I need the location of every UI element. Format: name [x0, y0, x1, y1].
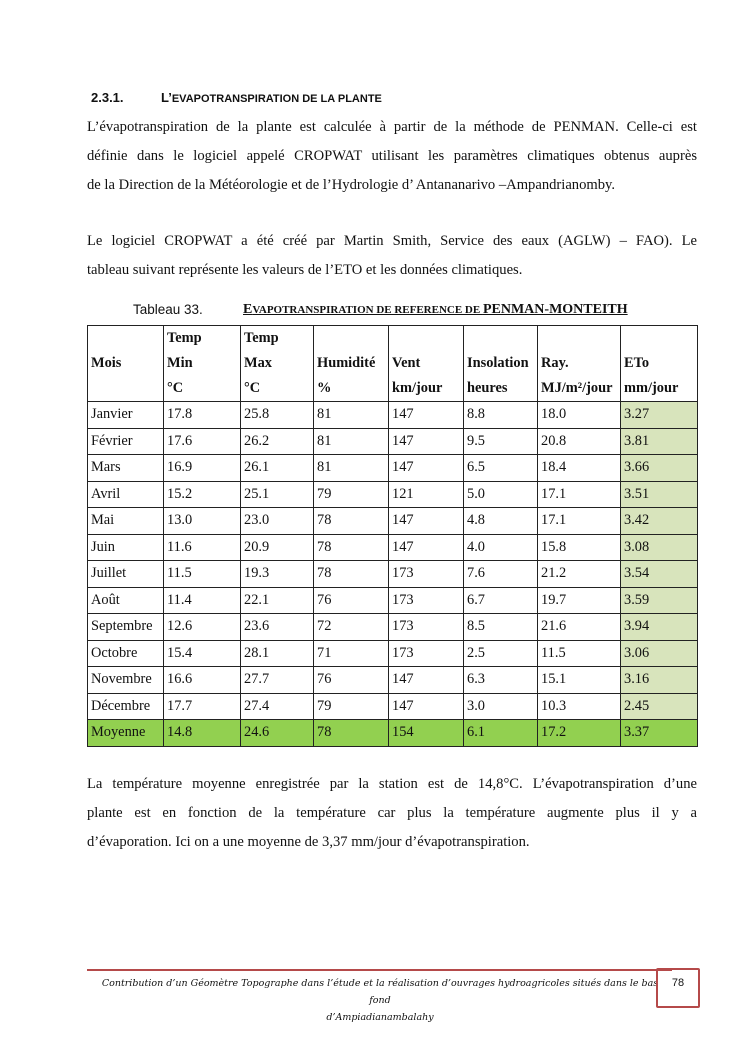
table-cell: Février: [88, 428, 164, 455]
table-cell: 3.59: [621, 587, 698, 614]
table-cell: 20.8: [538, 428, 621, 455]
table-cell: 23.0: [241, 508, 314, 535]
table-cell: 3.06: [621, 640, 698, 667]
table-cell: 3.0: [464, 693, 538, 720]
table-cell: 7.6: [464, 561, 538, 588]
column-header: Vent km/jour: [389, 326, 464, 402]
table-cell: 8.5: [464, 614, 538, 641]
text-line: plante est en fonction de la température car plus la température augmente plus il y a: [87, 805, 697, 821]
table-cell: 147: [389, 534, 464, 561]
table-cell: 15.2: [164, 481, 241, 508]
column-header: Insolation heures: [464, 326, 538, 402]
table-cell: 3.16: [621, 667, 698, 694]
paragraph-1: [87, 113, 697, 200]
table-cell: 121: [389, 481, 464, 508]
table-cell: 17.1: [538, 481, 621, 508]
table-cell: 3.81: [621, 428, 698, 455]
text-line: de la Direction de la Météorologie et de l’Hydrologie d’ Antananarivo –Ampandrianomby.: [87, 177, 616, 193]
table-cell: 147: [389, 428, 464, 455]
table-cell: 27.7: [241, 667, 314, 694]
table-cell: 3.42: [621, 508, 698, 535]
table-cell: 3.66: [621, 455, 698, 482]
table-cell: Octobre: [88, 640, 164, 667]
table-caption-title: EVAPOTRANSPIRATION DE REFERENCE DE PENMAN-MONTEITH: [243, 302, 628, 317]
table-cell: 15.4: [164, 640, 241, 667]
column-header: Humidité %: [314, 326, 389, 402]
table-cell: Juillet: [88, 561, 164, 588]
table-cell: 13.0: [164, 508, 241, 535]
table-row: [88, 667, 698, 694]
table-cell: 71: [314, 640, 389, 667]
table-cell: 78: [314, 720, 389, 747]
table-cell: 11.6: [164, 534, 241, 561]
table-cell: 79: [314, 693, 389, 720]
table-cell: 173: [389, 614, 464, 641]
table-row: [88, 561, 698, 588]
table-cell: 28.1: [241, 640, 314, 667]
table-cell: 78: [314, 508, 389, 535]
table-row-average: [88, 720, 698, 747]
text-line: d’évaporation. Ici on a une moyenne de 3,37 mm/jour d’évapotranspiration.: [87, 834, 530, 850]
table-cell: 6.5: [464, 455, 538, 482]
table-cell: 4.8: [464, 508, 538, 535]
table-cell: 4.0: [464, 534, 538, 561]
table-row: [88, 587, 698, 614]
table-cell: Juin: [88, 534, 164, 561]
table-cell: 24.6: [241, 720, 314, 747]
table-cell: 23.6: [241, 614, 314, 641]
table-cell: 22.1: [241, 587, 314, 614]
column-header: Mois: [88, 326, 164, 402]
table-cell: Moyenne: [88, 720, 164, 747]
table-row: [88, 614, 698, 641]
table-cell: 81: [314, 455, 389, 482]
table-row: [88, 534, 698, 561]
table-cell: 19.3: [241, 561, 314, 588]
paragraph-2: [87, 227, 697, 285]
text-line: tableau suivant représente les valeurs de l’ETO et les données climatiques.: [87, 262, 523, 278]
table-cell: 81: [314, 402, 389, 429]
table-cell: Septembre: [88, 614, 164, 641]
text-line: L’évapotranspiration de la plante est calculée à partir de la méthode de PENMAN. Celle-ci est: [87, 119, 697, 135]
table-cell: 12.6: [164, 614, 241, 641]
table-cell: Décembre: [88, 693, 164, 720]
table-cell: 18.4: [538, 455, 621, 482]
table-cell: 11.4: [164, 587, 241, 614]
table-cell: 15.1: [538, 667, 621, 694]
table-cell: 3.08: [621, 534, 698, 561]
text-line: La température moyenne enregistrée par la station est de 14,8°C. L’évapotranspiration d’une: [87, 776, 697, 792]
column-header: Temp Max °C: [241, 326, 314, 402]
table-cell: 17.6: [164, 428, 241, 455]
table-cell: 25.1: [241, 481, 314, 508]
table-cell: 78: [314, 534, 389, 561]
column-header: Temp Min °C: [164, 326, 241, 402]
table-cell: 76: [314, 667, 389, 694]
table-cell: 147: [389, 693, 464, 720]
eto-table: [87, 325, 698, 747]
table-cell: 21.2: [538, 561, 621, 588]
table-cell: 81: [314, 428, 389, 455]
table-cell: 16.9: [164, 455, 241, 482]
table-cell: 17.2: [538, 720, 621, 747]
table-cell: Mai: [88, 508, 164, 535]
table-row: [88, 481, 698, 508]
table-cell: 72: [314, 614, 389, 641]
paragraph-3: [87, 770, 697, 857]
table-cell: 154: [389, 720, 464, 747]
table-cell: 10.3: [538, 693, 621, 720]
table-cell: 18.0: [538, 402, 621, 429]
column-header: Ray. MJ/m²/jour: [538, 326, 621, 402]
table-cell: 147: [389, 455, 464, 482]
table-cell: 147: [389, 667, 464, 694]
table-cell: 25.8: [241, 402, 314, 429]
table-cell: 173: [389, 587, 464, 614]
text-line: Le logiciel CROPWAT a été créé par Martin Smith, Service des eaux (AGLW) – FAO). Le: [87, 233, 697, 249]
table-cell: 6.1: [464, 720, 538, 747]
table-cell: 6.3: [464, 667, 538, 694]
table-cell: 5.0: [464, 481, 538, 508]
table-cell: Avril: [88, 481, 164, 508]
table-row: [88, 693, 698, 720]
table-cell: 11.5: [538, 640, 621, 667]
table-row: [88, 508, 698, 535]
table-cell: 3.37: [621, 720, 698, 747]
table-cell: 19.7: [538, 587, 621, 614]
table-cell: 147: [389, 508, 464, 535]
table-cell: 2.45: [621, 693, 698, 720]
table-cell: 20.9: [241, 534, 314, 561]
table-cell: 3.54: [621, 561, 698, 588]
table-row: [88, 640, 698, 667]
table-cell: Mars: [88, 455, 164, 482]
table-row: [88, 402, 698, 429]
table-cell: 173: [389, 640, 464, 667]
table-cell: 3.94: [621, 614, 698, 641]
table-cell: Janvier: [88, 402, 164, 429]
section-number: 2.3.1.: [91, 90, 124, 105]
column-header: ETo mm/jour: [621, 326, 698, 402]
table-cell: 6.7: [464, 587, 538, 614]
table-caption-label: Tableau 33.: [133, 302, 203, 317]
table-cell: 2.5: [464, 640, 538, 667]
table-header-row: [88, 326, 698, 402]
table-cell: 26.1: [241, 455, 314, 482]
table-row: [88, 428, 698, 455]
table-cell: 17.8: [164, 402, 241, 429]
table-cell: 147: [389, 402, 464, 429]
table-cell: 16.6: [164, 667, 241, 694]
footer-divider: [87, 969, 672, 971]
section-heading: [91, 90, 382, 105]
table-cell: Août: [88, 587, 164, 614]
table-cell: 21.6: [538, 614, 621, 641]
table-cell: 11.5: [164, 561, 241, 588]
table-cell: 78: [314, 561, 389, 588]
table-cell: 17.1: [538, 508, 621, 535]
table-cell: 173: [389, 561, 464, 588]
table-cell: 8.8: [464, 402, 538, 429]
table-cell: 76: [314, 587, 389, 614]
table-cell: 3.27: [621, 402, 698, 429]
footer-text: Contribution d’un Géomètre Topographe dans l’étude et la réalisation d’ouvrages hydroagricoles situés dans le bas fond d’Ampiadianambalahy: [101, 978, 659, 1023]
table-cell: 14.8: [164, 720, 241, 747]
text-line: définie dans le logiciel appelé CROPWAT utilisant les paramètres climatiques obtenus auprès: [87, 148, 697, 164]
table-cell: Novembre: [88, 667, 164, 694]
table-cell: 3.51: [621, 481, 698, 508]
page-number: 78: [656, 968, 700, 1008]
table-cell: 27.4: [241, 693, 314, 720]
table-cell: 26.2: [241, 428, 314, 455]
section-title: L’EVAPOTRANSPIRATION DE LA PLANTE: [161, 90, 382, 105]
table-cell: 15.8: [538, 534, 621, 561]
table-cell: 17.7: [164, 693, 241, 720]
table-cell: 9.5: [464, 428, 538, 455]
table-row: [88, 455, 698, 482]
table-cell: 79: [314, 481, 389, 508]
